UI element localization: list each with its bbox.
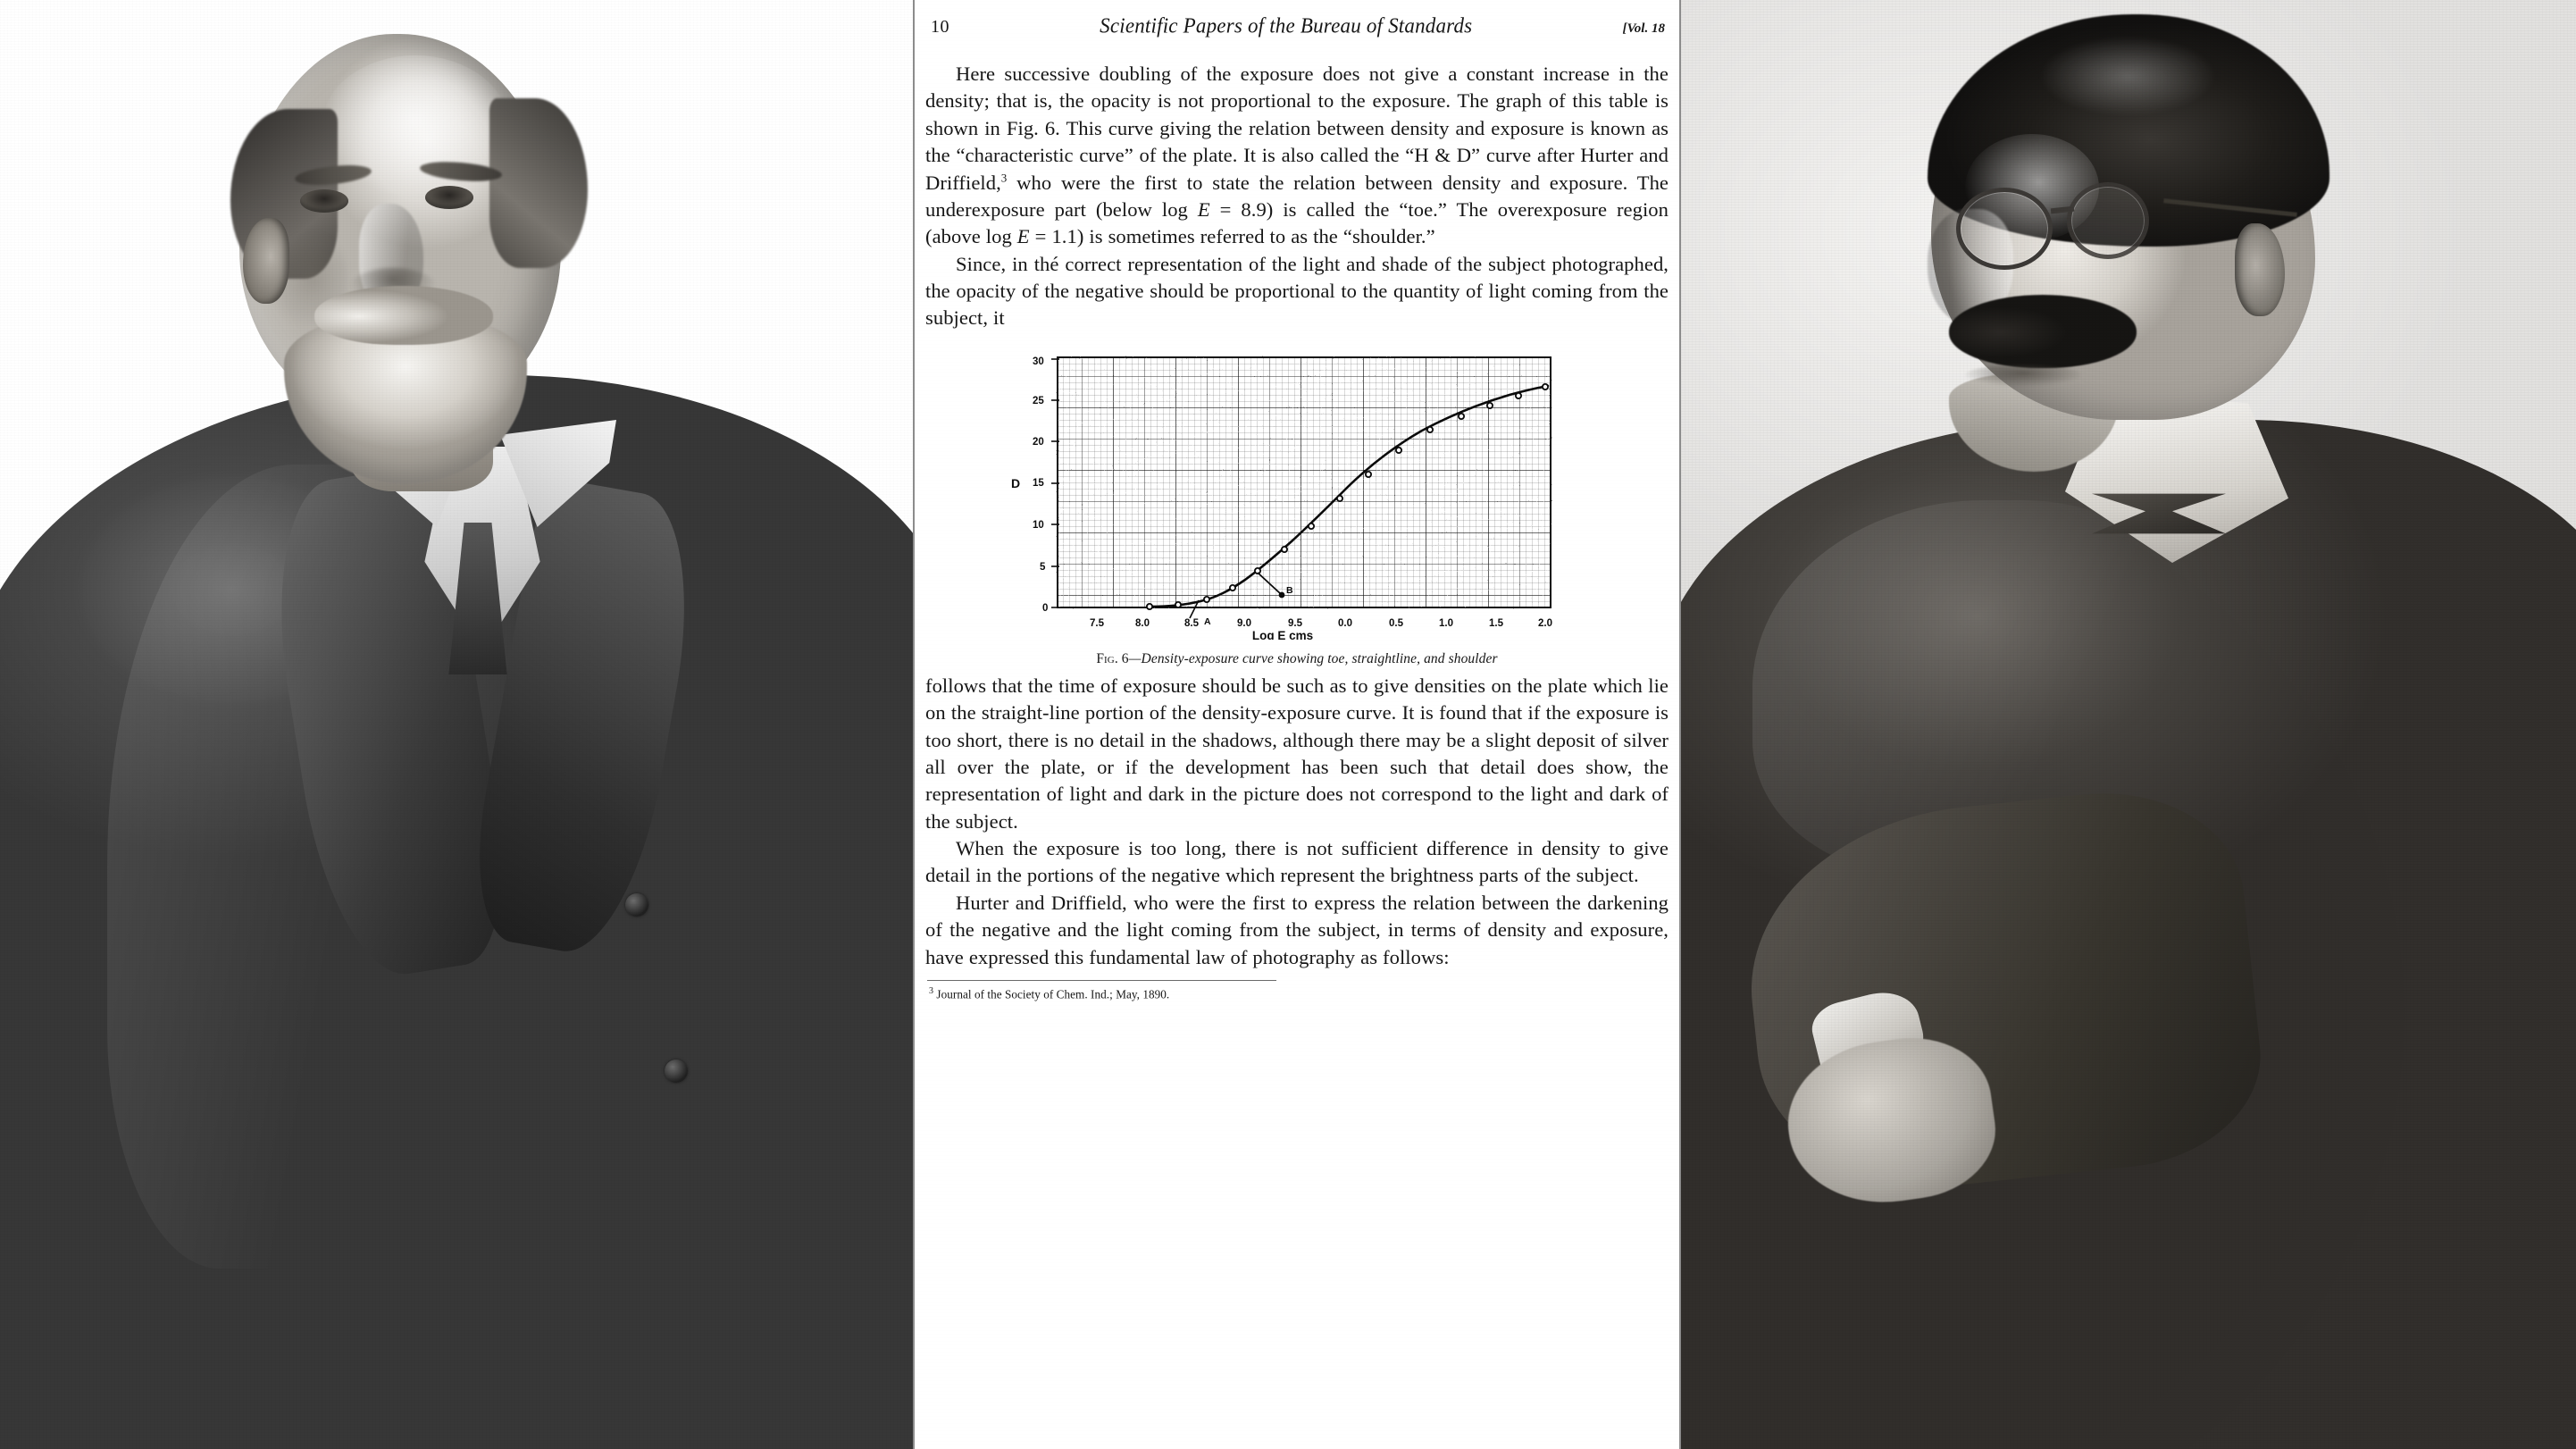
density-exposure-chart (925, 345, 1669, 640)
text-run: Since, in thé correct representation of the light and shade of the subject photographed, the opacity of the negative should be proportional to the quantity of light coming from the subject, it (925, 252, 1669, 330)
footnote-text: Journal of the Society of Chem. Ind.; May, 1890. (936, 987, 1170, 1001)
y-tick-label: 25 (1033, 395, 1044, 406)
body-paragraph (925, 673, 1669, 835)
figure-caption (925, 651, 1669, 667)
y-tick-label: 0 (1042, 602, 1049, 614)
text-run: = 8.9) is called the “toe.” The overexposure region (above log (925, 197, 1669, 248)
moustache (314, 286, 493, 345)
body-paragraph (925, 251, 1669, 332)
eyeglass-lens-near (1956, 188, 2053, 270)
body-paragraph (925, 835, 1669, 890)
svg-text:A: A (1204, 616, 1211, 627)
text-run: = 1.1) is sometimes referred to as the “shoulder.” (1029, 225, 1435, 248)
footnote-rule (927, 980, 1276, 981)
ear (243, 218, 289, 304)
printed-page (925, 14, 1669, 1449)
publication-title: Scientific Papers of the Bureau of Standards (1100, 13, 1473, 38)
eye-left (300, 189, 348, 213)
x-tick-label: 9.5 (1288, 617, 1302, 629)
text-run: Hurter and Driffield, who were the first to express the relation between the darkening of the negative and the light coming from the subject, in terms of density and exposure, have expressed this fundamental law of photography as follows: (925, 891, 1669, 968)
x-tick-label: 1.5 (1489, 617, 1503, 629)
right-portrait-photo (1681, 0, 2576, 1449)
hair-highlight (2038, 36, 2217, 116)
text-run: Here successive doubling of the exposure does not give a constant increase in the density; that is, the opacity is not proportional to the exposure. The graph of this table is shown in Fig. 6. This curve giving the relation between density and exposure is known as the “characteristic curve” of the plate. It is also called the “H & D” curve after Hurter and Driffield, (925, 63, 1669, 194)
volume-marker: [Vol. 18 (1622, 21, 1665, 36)
x-tick-label: 0.5 (1389, 617, 1403, 629)
y-tick-label: 15 (1033, 477, 1044, 489)
moustache (1949, 295, 2137, 368)
eye-right (425, 186, 473, 209)
x-tick-label: 8.0 (1135, 617, 1150, 629)
running-head (925, 14, 1669, 38)
left-portrait-photo (0, 0, 913, 1449)
x-axis-label: Log E cms (1251, 628, 1314, 640)
coat-button (625, 893, 648, 917)
panel-divider-left (913, 0, 915, 1449)
figure-caption-text: Density-exposure curve showing toe, straightline, and shoulder (1141, 650, 1498, 666)
footnote-marker: 3 (929, 985, 934, 996)
x-tick-label: 1.0 (1439, 617, 1453, 629)
math-variable: E (1197, 197, 1210, 221)
y-tick-label: 20 (1033, 436, 1044, 448)
y-tick-label: 30 (1033, 356, 1044, 367)
eyeglass-lens-far (2067, 182, 2149, 259)
page-folio: 10 (931, 17, 949, 37)
x-tick-label: 9.0 (1237, 617, 1251, 629)
body-paragraph (925, 890, 1669, 971)
math-variable: E (1016, 225, 1030, 248)
y-tick-label: 10 (1033, 519, 1044, 531)
text-run: who were the first to state the relation between density and exposure. The underexposure part (below log (925, 171, 1669, 221)
figure-6 (925, 345, 1669, 667)
text-run: follows that the time of exposure should be such as to give densities on the plate which lie on the straight-line portion of the density-exposure curve. It is found that if the exposure is too short, there is no detail in the shadows, although there may be a slight deposit of silver all over the plate, or if the development has been such that detail does show, the representation of light and dark in the picture does not correspond to the light and dark of the subject. (925, 674, 1669, 833)
svg-text:B: B (1286, 584, 1293, 596)
y-tick-label: 5 (1040, 561, 1046, 573)
y-axis-label: D (1011, 475, 1021, 490)
footnote (929, 986, 1669, 1001)
x-tick-label: 2.0 (1538, 617, 1552, 629)
figure-label: Fig. 6 (1096, 650, 1129, 666)
x-tick-label: 7.5 (1090, 617, 1104, 629)
footnote-reference: 3 (1000, 170, 1008, 184)
body-paragraph (925, 61, 1669, 251)
x-tick-label: 0.0 (1338, 617, 1352, 629)
coat-button (665, 1060, 688, 1083)
lower-lip-shadow (1965, 364, 2081, 386)
figure-caption-dash: — (1128, 650, 1142, 666)
x-tick-label: 8.5 (1184, 617, 1199, 629)
document-page-scan (913, 0, 1681, 1449)
text-run: When the exposure is too long, there is not sufficient difference in density to give detail in the portions of the negative which represent the brightness parts of the subject. (925, 837, 1669, 887)
